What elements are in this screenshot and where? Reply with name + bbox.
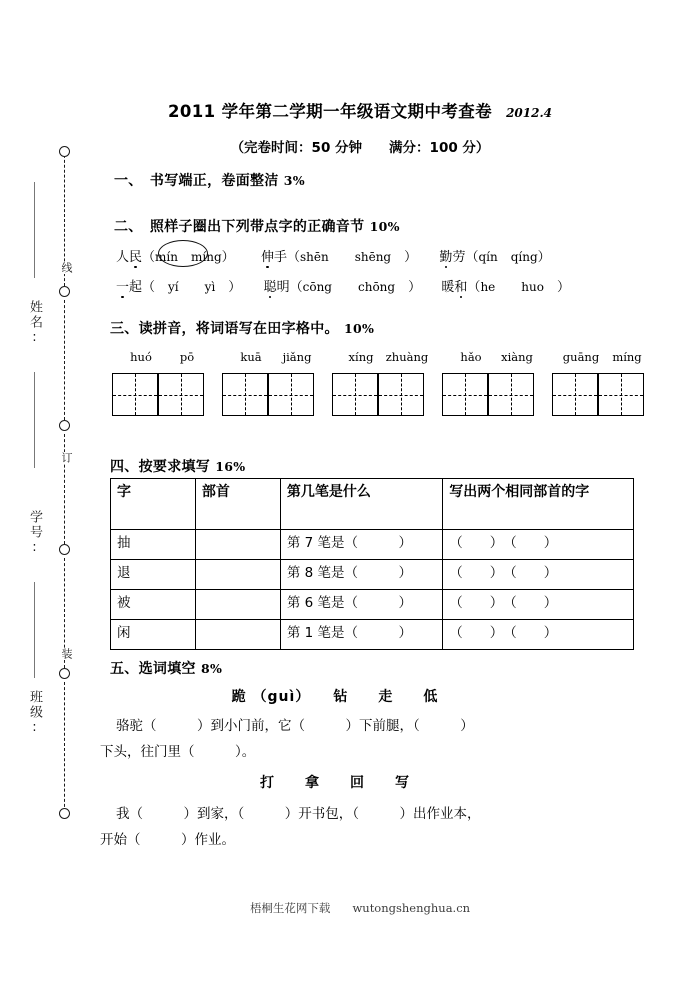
pinyin-prompt-5a: guāng: [562, 350, 600, 364]
section-1-points: 3%: [283, 173, 305, 188]
pinyin-option-6a[interactable]: he: [480, 280, 496, 294]
tianzige-group-5[interactable]: [552, 373, 644, 416]
seal-circle-bottom: [59, 808, 70, 819]
exam-sheet-body: [100, 0, 660, 982]
footer-site-name: 梧桐生花网下载: [249, 901, 331, 915]
fill-sentence-1-line2[interactable]: 下头，往门里（ ）。: [100, 744, 256, 760]
seal-word-xian: 线: [57, 262, 73, 274]
cell-zi: 抽: [111, 530, 196, 560]
pinyin-prompt-3b: zhuàng: [385, 350, 429, 364]
tianzige-group-2[interactable]: [222, 373, 314, 416]
section-1-title: 一、 书写端正，卷面整洁: [114, 173, 279, 189]
pinyin-option-1a[interactable]: mín: [155, 250, 178, 264]
section-heading-2: [114, 216, 400, 236]
cell-zi: 被: [111, 590, 196, 620]
table-header-row: [111, 479, 634, 530]
tianzige-cell[interactable]: [332, 373, 378, 416]
pinyin-option-2b[interactable]: shēng: [354, 250, 392, 264]
cell-sameradical[interactable]: （ ） （ ）: [443, 560, 634, 590]
pinyin-prompt-2a: kuā: [240, 350, 262, 364]
tianzige-cell[interactable]: [112, 373, 158, 416]
table-header-zi: 字: [111, 479, 196, 530]
tianzige-group-4[interactable]: [442, 373, 534, 416]
pinyin-item-4[interactable]: 一起（ yí yì ）: [116, 280, 242, 295]
section-3-title: 三、读拼音，将词语写在田字格中。: [110, 321, 339, 337]
pinyin-item-6[interactable]: 暖和（he huo ）: [441, 280, 570, 295]
pinyin-prompt-4b: xiàng: [501, 350, 533, 364]
pinyin-prompt-2b: jiǎng: [282, 350, 312, 364]
pinyin-option-2a[interactable]: shēn: [299, 250, 329, 264]
circled-answer-marker: [158, 240, 208, 267]
seal-circle-5: [59, 668, 70, 679]
pinyin-prompt-3a: xíng: [348, 350, 374, 364]
page-title-date: 2012.4: [506, 106, 552, 120]
page-title: [100, 98, 620, 122]
seal-dashed-line-3: [64, 434, 65, 544]
section-heading-3: [110, 318, 374, 338]
section-3-points: 10%: [344, 321, 375, 336]
section-2-title: 二、 照样子圈出下列带点字的正确音节: [114, 219, 365, 235]
table-header-sameradical: 写出两个相同部首的字: [443, 479, 634, 530]
section-4-points: 16%: [215, 459, 246, 474]
page-title-text: 2011 学年第二学期一年级语文期中考查卷: [167, 102, 493, 121]
section-5-title: 五、选词填空: [110, 661, 196, 677]
pinyin-item-5[interactable]: 聪明（cōng chōng ）: [263, 280, 422, 295]
pinyin-option-6b[interactable]: huo: [521, 280, 544, 294]
tianzige-cell[interactable]: [442, 373, 488, 416]
word-bank-2: 打 拿 回 写: [260, 775, 410, 791]
section-4-title: 四、按要求填写: [110, 459, 211, 475]
pinyin-item-3[interactable]: 勤劳（qín qíng）: [439, 250, 551, 265]
section-heading-5: [110, 658, 222, 678]
tianzige-group-3[interactable]: [332, 373, 424, 416]
id-rule-bottom: [34, 582, 35, 678]
tianzige-cell[interactable]: [268, 373, 314, 416]
field-label-student-id: 学号:: [27, 510, 42, 557]
cell-sameradical[interactable]: （ ） （ ）: [443, 620, 634, 650]
cell-bushou[interactable]: [195, 560, 280, 590]
pinyin-option-3a[interactable]: qín: [478, 250, 498, 264]
field-label-class: 班级:: [27, 690, 42, 737]
seal-circle-4: [59, 544, 70, 555]
pinyin-item-1[interactable]: 人民（mín míng）: [116, 250, 235, 265]
seal-dashed-line-5: [64, 682, 65, 812]
word-bank-1: 跪 （guì） 钻 走 低: [231, 689, 439, 705]
pinyin-option-5b[interactable]: chōng: [358, 280, 396, 294]
pinyin-prompt-1a: huó: [130, 350, 152, 364]
cell-stroke[interactable]: 第 8 笔是（ ）: [280, 560, 442, 590]
tianzige-cell[interactable]: [598, 373, 644, 416]
cell-zi: 退: [111, 560, 196, 590]
seal-word-ding: 订: [57, 452, 73, 464]
cell-bushou[interactable]: [195, 620, 280, 650]
cell-zi: 闲: [111, 620, 196, 650]
pinyin-option-4b[interactable]: yì: [204, 280, 216, 294]
name-rule-bottom: [34, 372, 35, 468]
table-header-bushou: 部首: [195, 479, 280, 530]
tianzige-cell[interactable]: [378, 373, 424, 416]
table-row: [111, 530, 634, 560]
seal-circle-2: [59, 286, 70, 297]
table-row: [111, 560, 634, 590]
fill-sentence-2-line1[interactable]: 我（ ）到家，（ ）开书包，（ ）出作业本，: [116, 806, 481, 822]
tianzige-cell[interactable]: [158, 373, 204, 416]
cell-stroke[interactable]: 第 7 笔是（ ）: [280, 530, 442, 560]
pinyin-option-5a[interactable]: cōng: [302, 280, 332, 294]
pinyin-item-2[interactable]: 伸手（shēn shēng ）: [260, 250, 418, 265]
table-row: [111, 590, 634, 620]
field-label-name: 姓名:: [27, 300, 42, 347]
pinyin-prompt-row: [118, 350, 650, 364]
footer-url: wutongshenghua.cn: [352, 901, 471, 915]
table-header-stroke: 第几笔是什么: [280, 479, 442, 530]
page-subtitle: （完卷时间：50 分钟 满分：100 分）: [230, 140, 490, 156]
section-heading-4: [110, 456, 245, 476]
seal-word-zhuang: 装: [57, 648, 73, 660]
section-heading-1: [114, 170, 305, 190]
tianzige-cell[interactable]: [488, 373, 534, 416]
tianzige-grid-row: [112, 373, 662, 416]
footer: [100, 900, 620, 916]
tianzige-cell[interactable]: [552, 373, 598, 416]
cell-stroke[interactable]: 第 6 笔是（ ）: [280, 590, 442, 620]
cell-sameradical[interactable]: （ ） （ ）: [443, 530, 634, 560]
tianzige-group-1[interactable]: [112, 373, 204, 416]
cell-sameradical[interactable]: （ ） （ ）: [443, 590, 634, 620]
seal-margin: [0, 0, 100, 982]
pinyin-option-3b[interactable]: qíng: [510, 250, 538, 264]
pinyin-option-1b[interactable]: míng: [191, 250, 222, 264]
seal-circle-3: [59, 420, 70, 431]
name-rule-top: [34, 182, 35, 278]
cell-stroke[interactable]: 第 1 笔是（ ）: [280, 620, 442, 650]
cell-bushou[interactable]: [195, 530, 280, 560]
pinyin-prompt-5b: míng: [612, 350, 642, 364]
pinyin-choice-row-2: [116, 276, 570, 295]
fill-sentence-2-line2[interactable]: 开始（ ）作业。: [100, 832, 235, 848]
pinyin-prompt-4a: hǎo: [460, 350, 482, 364]
cell-bushou[interactable]: [195, 590, 280, 620]
table-row: [111, 620, 634, 650]
tianzige-cell[interactable]: [222, 373, 268, 416]
stroke-table: [110, 478, 634, 650]
seal-circle-top: [59, 146, 70, 157]
pinyin-option-4a[interactable]: yí: [168, 280, 179, 294]
section-2-points: 10%: [369, 219, 400, 234]
pinyin-prompt-1b: pō: [179, 350, 195, 364]
section-5-points: 8%: [201, 661, 223, 676]
fill-sentence-1-line1[interactable]: 骆驼（ ）到小门前，它（ ）下前腿，（ ）: [116, 718, 474, 734]
seal-dashed-line-2: [64, 300, 65, 420]
